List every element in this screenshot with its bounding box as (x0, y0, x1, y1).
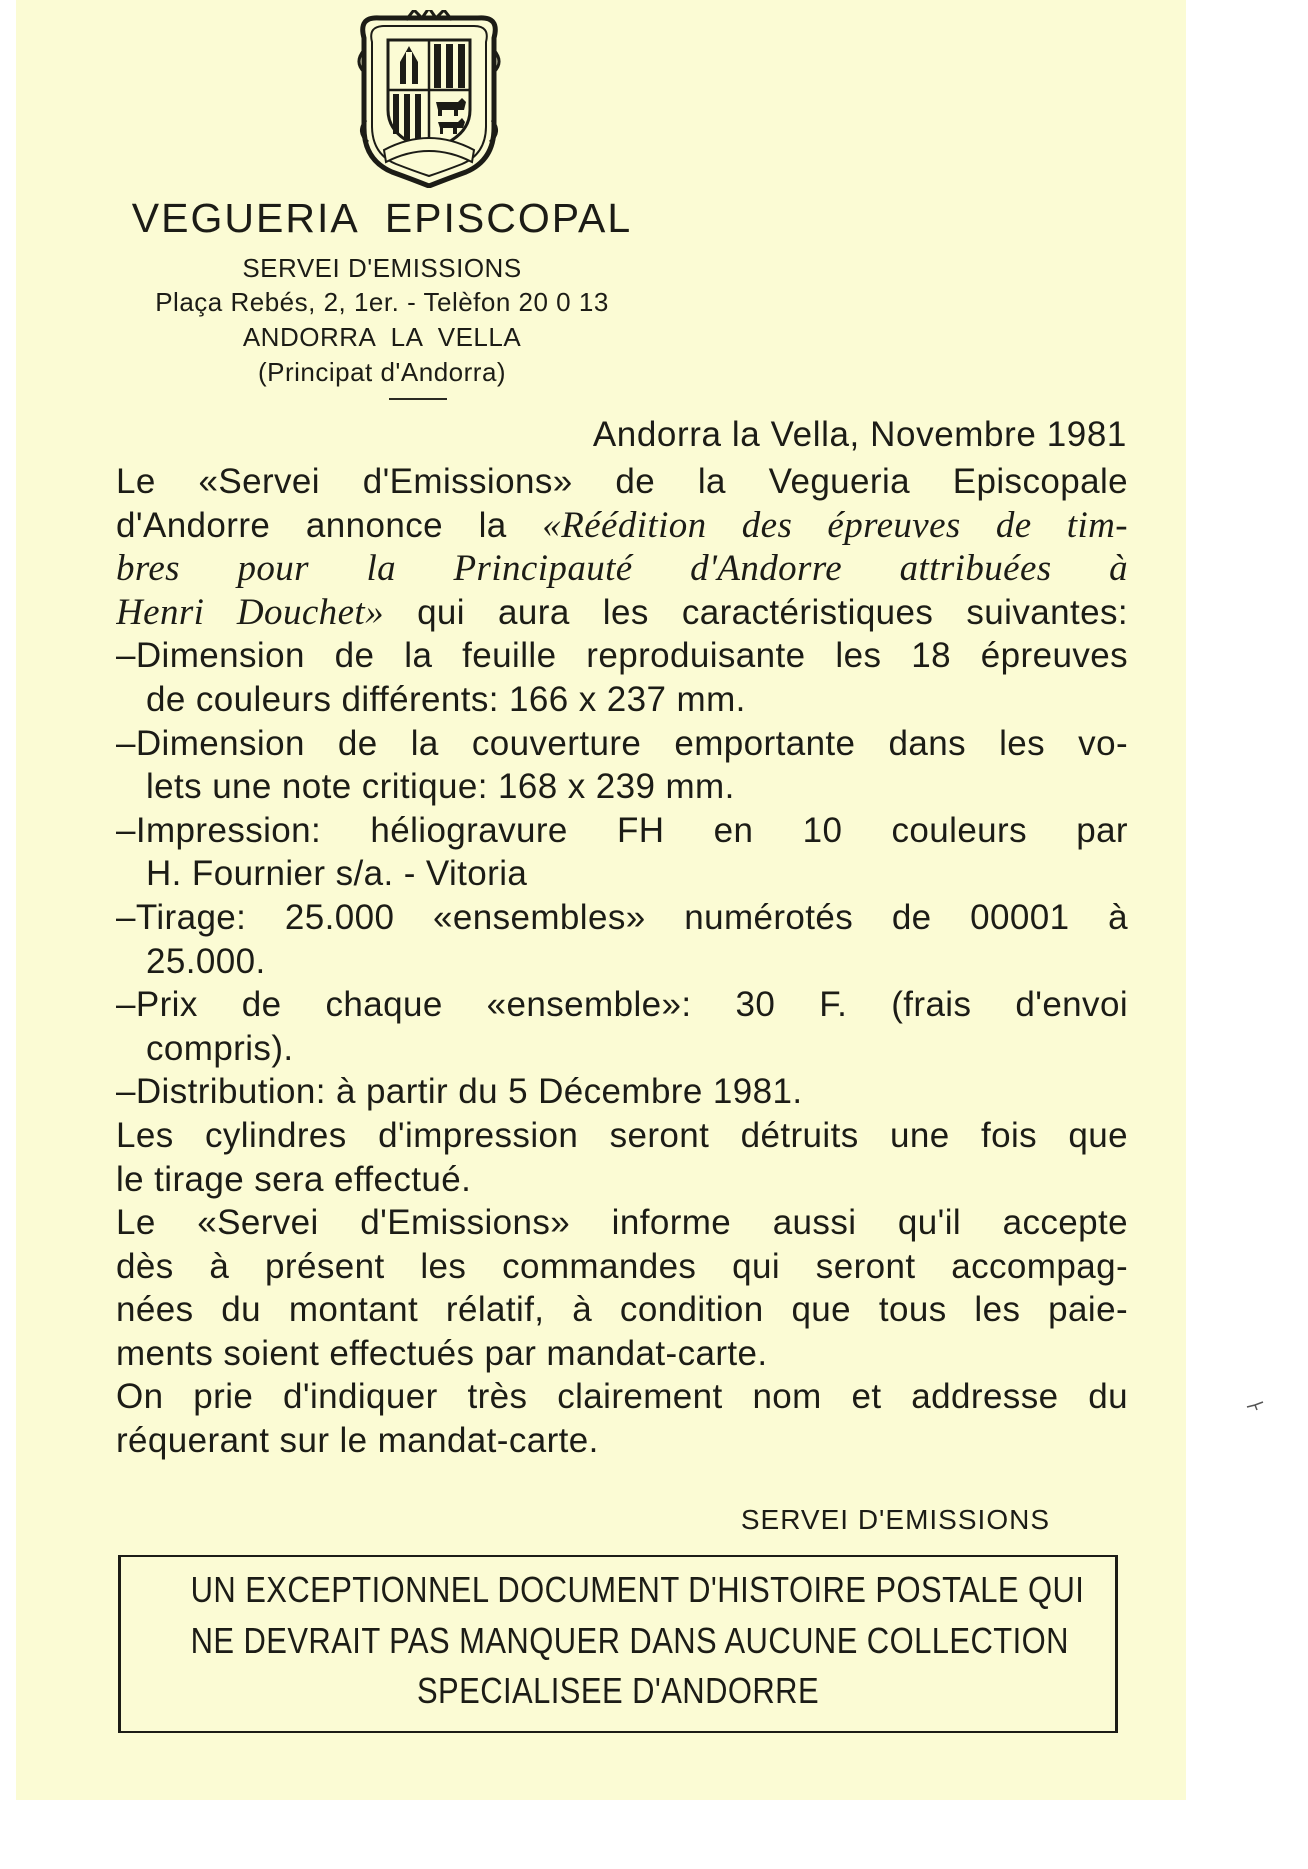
andorra-coat-of-arms-icon (354, 10, 504, 188)
spec-item: –Dimension de la feuille reproduisante les 18 épreuves (116, 636, 1128, 676)
spec-item-continuation: 25.000. (146, 941, 266, 981)
intro-line: Le «Servei d'Emissions» de la Vegueria Episcopale (116, 462, 1128, 501)
issuer-title: VEGUERIA EPISCOPAL (131, 195, 633, 241)
closing-line: le tirage sera effectué. (116, 1159, 472, 1199)
spec-item: –Prix de chaque «ensemble»: 30 F. (frais d'envoi (116, 985, 1128, 1025)
spec-item: –Distribution: à partir du 5 Décembre 1981. (116, 1072, 803, 1112)
issuer-department: SERVEI D'EMISSIONS (242, 253, 522, 283)
closing-line: On prie d'indiquer très clairement nom et addresse du (116, 1377, 1128, 1417)
spec-item-continuation: de couleurs différents: 166 x 237 mm. (146, 679, 746, 719)
spec-item: –Dimension de la couverture emportante dans les vo- (116, 723, 1128, 763)
signature: SERVEI D'EMISSIONS (740, 1504, 1050, 1535)
issuer-city: ANDORRA LA VELLA (242, 322, 522, 352)
publication-title: Henri Douchet» (116, 591, 384, 633)
spec-item-continuation: lets une note critique: 168 x 239 mm. (146, 767, 735, 807)
spec-item-continuation: H. Fournier s/a. - Vitoria (146, 854, 528, 894)
intro-text: qui aura les caractéristiques suivantes: (383, 592, 1128, 632)
announcement-body (116, 460, 1128, 1463)
notice-box (118, 1555, 1118, 1733)
publication-title: «Réédition des épreuves de tim- (542, 504, 1128, 546)
spec-item-continuation: compris). (146, 1028, 294, 1068)
paper-fleck-icon (1246, 1400, 1264, 1412)
header-divider (389, 398, 447, 400)
notice-line: SPECIALISEE D'ANDORRE (416, 1670, 820, 1711)
publication-title-line: bres pour la Principauté d'Andorre attribuées à (116, 548, 1128, 590)
closing-line: Les cylindres d'impression seront détruits une fois que (116, 1115, 1128, 1155)
intro-line (116, 591, 1128, 635)
spec-item: –Impression: héliogravure FH en 10 couleurs par (116, 810, 1128, 850)
intro-line (116, 504, 1128, 548)
closing-line: réquerant sur le mandat-carte. (116, 1421, 599, 1461)
closing-line: ments soient effectués par mandat-carte. (116, 1333, 768, 1373)
closing-line: Le «Servei d'Emissions» informe aussi qu'il accepte (116, 1203, 1128, 1243)
intro-text: d'Andorre annonce la (116, 505, 543, 545)
notice-line: UN EXCEPTIONNEL DOCUMENT D'HISTOIRE POSTALE QUI (190, 1569, 1085, 1610)
spec-item: –Tirage: 25.000 «ensembles» numérotés de 00001 à (116, 897, 1128, 937)
closing-line: nées du montant rélatif, à condition que tous les paie- (116, 1290, 1128, 1330)
notice-line: NE DEVRAIT PAS MANQUER DANS AUCUNE COLLECTION (190, 1620, 1069, 1661)
closing-line: dès à présent les commandes qui seront accompag- (116, 1246, 1128, 1286)
date-line: Andorra la Vella, Novembre 1981 (592, 415, 1127, 454)
issuer-address: Plaça Rebés, 2, 1er. - Telèfon 20 0 13 (155, 287, 609, 317)
issuer-country: (Principat d'Andorra) (257, 357, 507, 387)
document-card (16, 0, 1186, 1800)
